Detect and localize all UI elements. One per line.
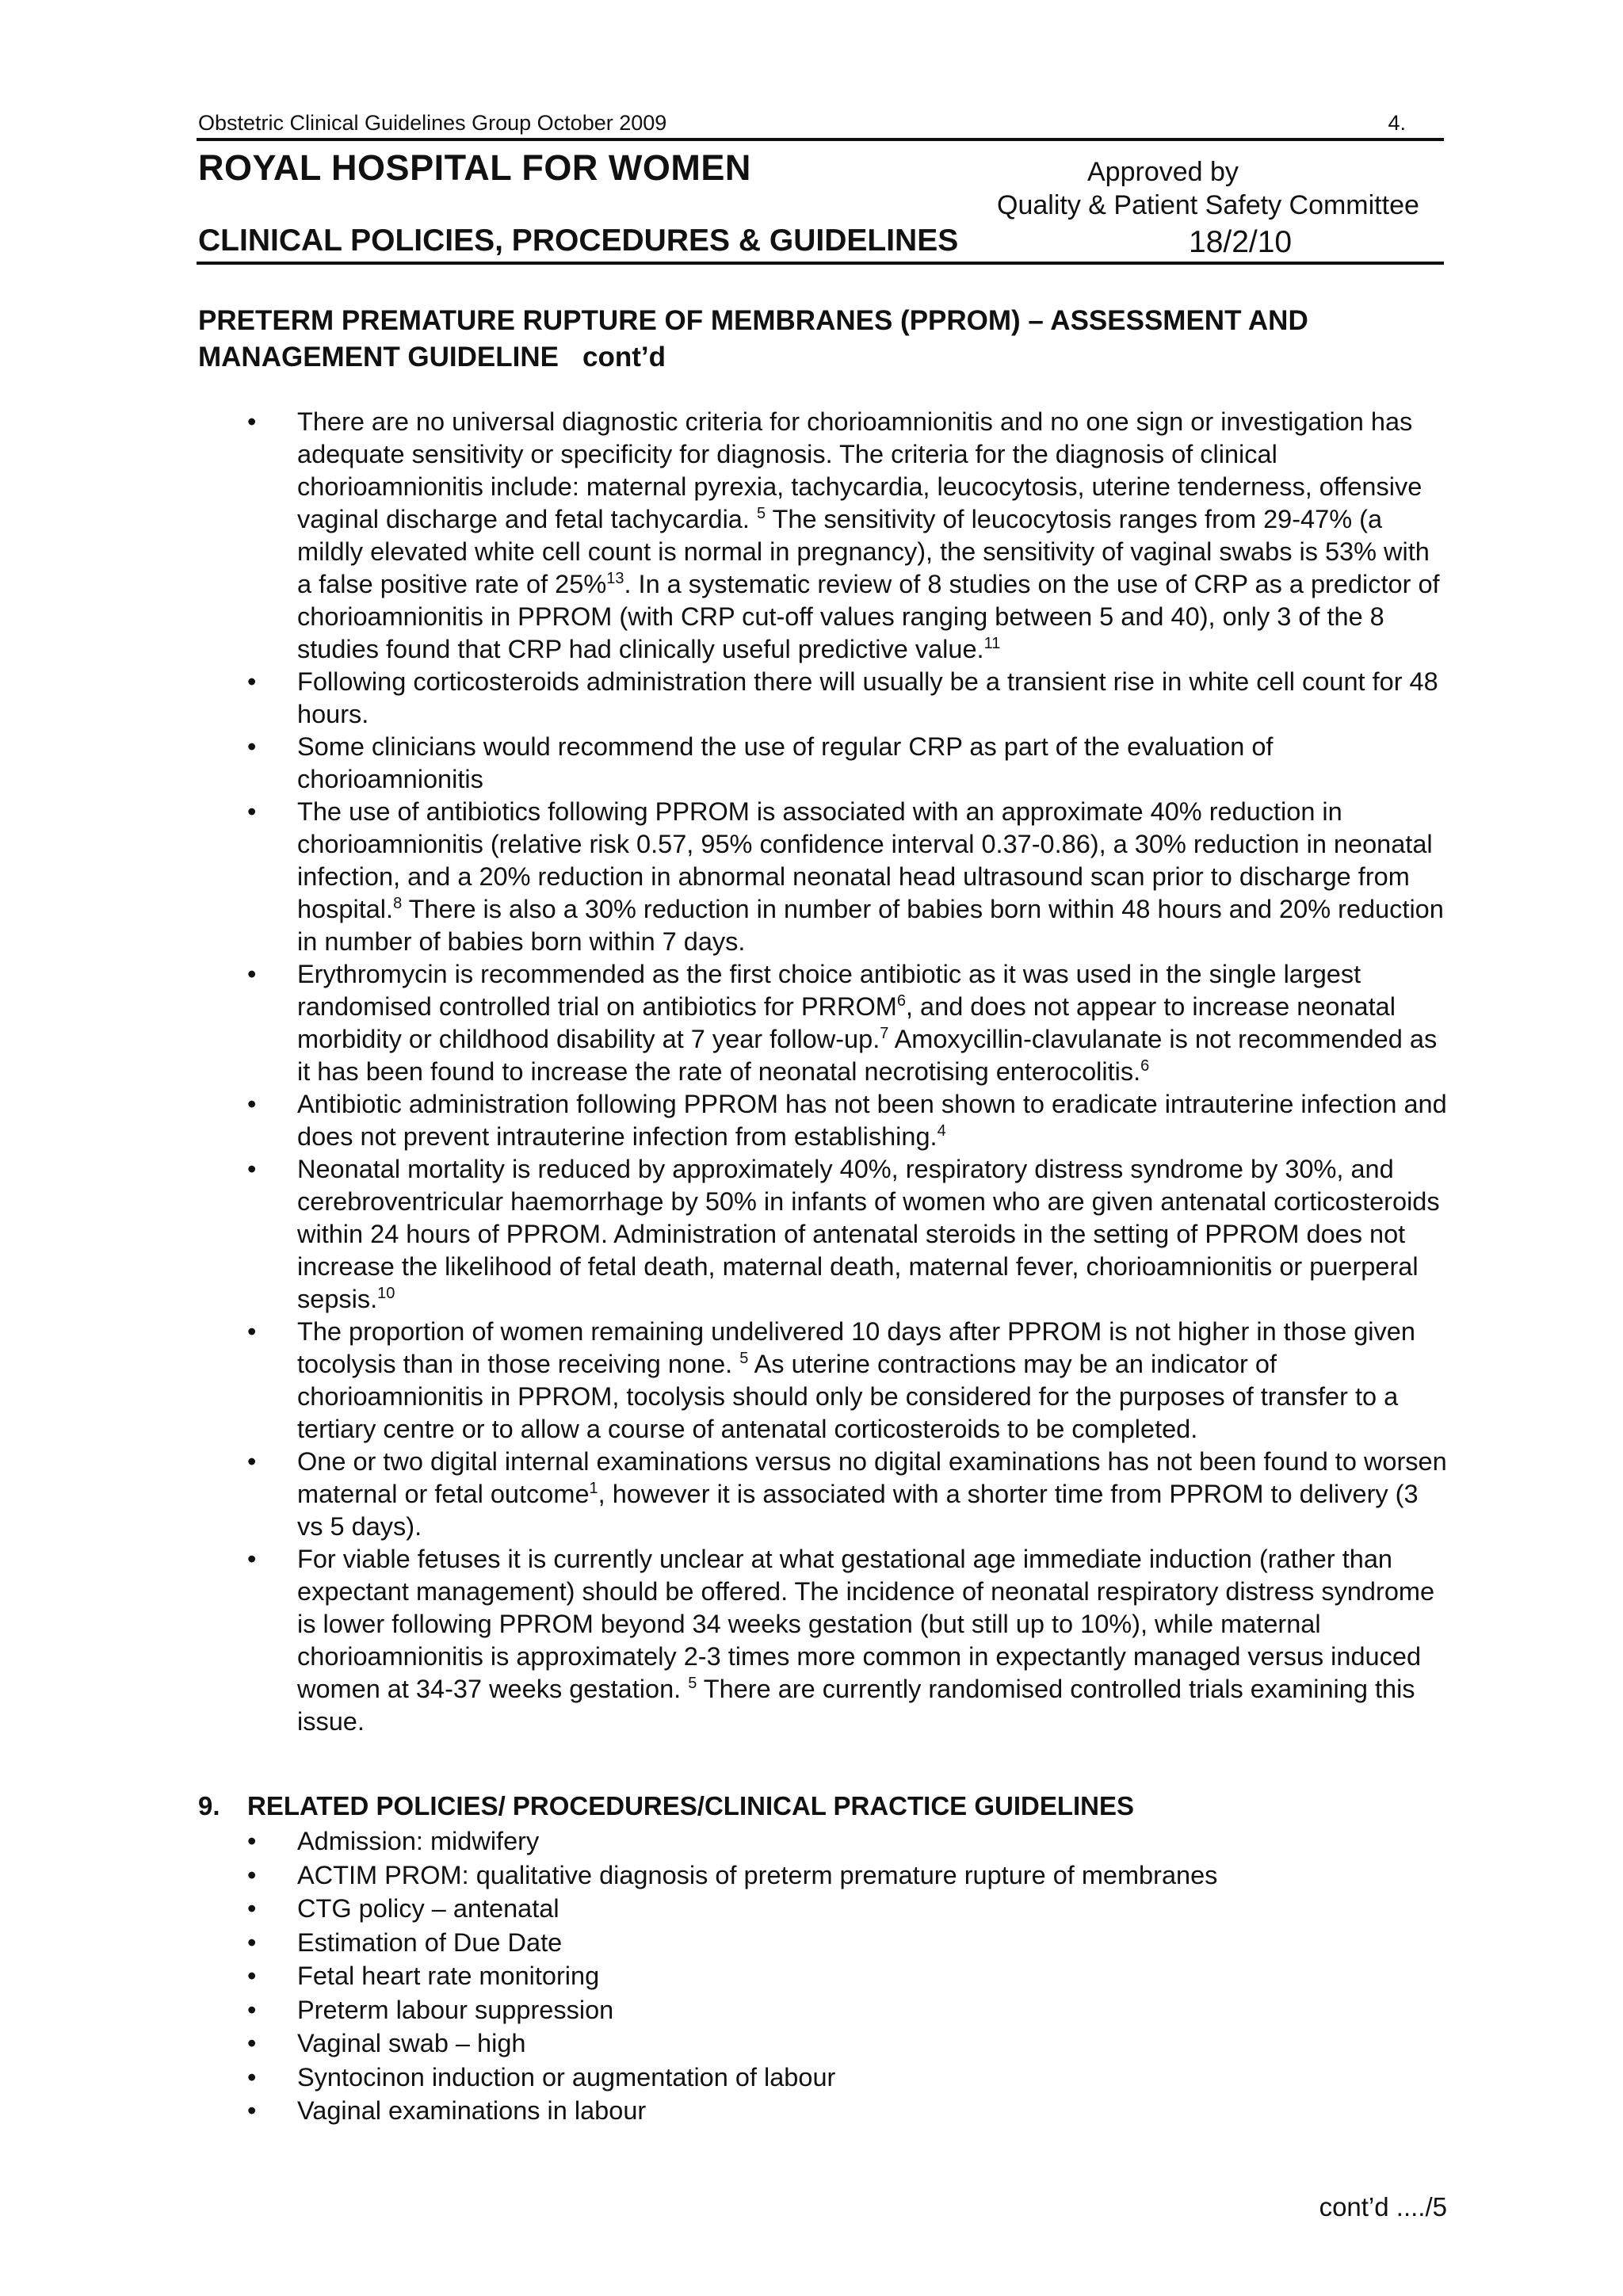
bullet-text: One or two digital internal examinations versus no digital examinations has not been found to worsen maternal or fetal outcome xyxy=(297,1447,1447,1508)
related-policy-item xyxy=(198,2094,1450,2128)
related-policies-section xyxy=(198,1790,1450,2128)
bullet-marker: • xyxy=(247,960,257,988)
approved-by-label: Approved by xyxy=(1087,157,1239,187)
reference-superscript: 5 xyxy=(756,505,766,523)
section-title: RELATED POLICIES/ PROCEDURES/CLINICAL PRACTICE GUIDELINES xyxy=(247,1791,1135,1820)
guideline-bullet-list xyxy=(198,406,1450,1738)
bullet-text: The proportion of women remaining undelivered 10 days after PPROM is not higher in those given tocolysis than in those receiving none. xyxy=(297,1317,1415,1378)
related-policy-item xyxy=(198,1959,1450,1993)
related-policy-item xyxy=(198,1892,1450,1926)
bullet-text: The use of antibiotics following PPROM is associated with an approximate 40% reduction in chorioamnionitis (relative risk 0.57, 95% confidence interval 0.37-0.86), a 30% reduction in neonatal infection, and a 20% reduction in abnormal neonatal head ultrasound scan prior to discharge from hospital. xyxy=(297,797,1433,923)
bullet-text: There is also a 30% reduction in number of babies born within 48 hours and 20% reduction in number of babies born within 7 days. xyxy=(297,895,1444,956)
bullet-text: The sensitivity of leucocytosis ranges from 29-47% (a mildly elevated white cell count is normal in pregnancy), the sensitivity of vaginal swabs is 53% with a false positive rate of 25% xyxy=(297,505,1430,598)
guideline-bullet xyxy=(198,796,1450,958)
related-policy-item xyxy=(198,2027,1450,2061)
guideline-bullet xyxy=(198,1153,1450,1316)
approving-committee: Quality & Patient Safety Committee xyxy=(997,190,1419,220)
policies-heading: CLINICAL POLICIES, PROCEDURES & GUIDELINES xyxy=(198,223,959,258)
bullet-marker: • xyxy=(247,1155,257,1183)
bullet-text: , and does not appear to increase neonatal morbidity or childhood disability at 7 year follow-up. xyxy=(297,992,1396,1053)
document-title xyxy=(198,303,1434,376)
bullet-marker: • xyxy=(247,1545,257,1573)
reference-superscript: 4 xyxy=(937,1122,946,1140)
reference-superscript: 8 xyxy=(393,895,403,913)
related-policy-item xyxy=(198,1824,1450,1859)
bullet-text: Neonatal mortality is reduced by approximately 40%, respiratory distress syndrome by 30%, and cerebroventricular haemorrhage by 50% in infants of women who are given antenatal corticosteroids within 24 hours of PPROM. Administration of antenatal steroids in the setting of PPROM does not increase the likelihood of fetal death, maternal death, maternal fever, chorioamnionitis or puerperal sepsis. xyxy=(297,1155,1440,1313)
guideline-bullet xyxy=(198,1316,1450,1446)
bullet-marker: • xyxy=(247,1860,257,1889)
bullet-text: . In a systematic review of 8 studies on the use of CRP as a predictor of chorioamnionitis in PPROM (with CRP cut-off values ranging between 5 and 40), only 3 of the 8 studies found that CRP had clinically useful predictive value. xyxy=(297,570,1440,663)
related-policy-text: Syntocinon induction or augmentation of labour xyxy=(297,2062,836,2092)
guideline-bullet xyxy=(198,406,1450,666)
bullet-text: Some clinicians would recommend the use of regular CRP as part of the evaluation of chorioamnionitis xyxy=(297,732,1274,793)
bullet-text: As uterine contractions may be an indicator of chorioamnionitis in PPROM, tocolysis should only be considered for the purposes of transfer to a tertiary centre or to allow a course of antenatal corticosteroids to be completed. xyxy=(297,1350,1399,1443)
related-policy-item xyxy=(198,1993,1450,2027)
continued-footer: cont’d ..../5 xyxy=(1319,2192,1447,2222)
document-title-text: PRETERM PREMATURE RUPTURE OF MEMBRANES (PPROM) – ASSESSMENT AND MANAGEMENT GUIDELINE xyxy=(198,305,1308,372)
bullet-text: For viable fetuses it is currently unclear at what gestational age immediate induction (rather than expectant management) should be offered. The incidence of neonatal respiratory distress syndrome is lower following PPROM beyond 34 weeks gestation (but still up to 10%), while maternal chorioamnionitis is approximately 2-3 times more common in expectantly managed versus induced women at 34-37 weeks gestation. xyxy=(297,1545,1435,1703)
header-bottom-rule xyxy=(197,262,1444,265)
bullet-marker: • xyxy=(247,797,257,826)
bullet-marker: • xyxy=(247,1995,257,2024)
related-policy-text: Preterm labour suppression xyxy=(297,1995,614,2024)
reference-superscript: 6 xyxy=(1140,1057,1150,1075)
guidelines-group-text: Obstetric Clinical Guidelines Group October 2009 xyxy=(198,111,667,135)
reference-superscript: 10 xyxy=(377,1285,395,1303)
bullet-marker: • xyxy=(247,732,257,761)
bullet-text: Antibiotic administration following PPROM has not been shown to eradicate intrauterine infection and does not prevent intrauterine infection from establishing. xyxy=(297,1090,1447,1151)
guideline-bullet xyxy=(198,1088,1450,1153)
header-top-rule xyxy=(197,138,1444,141)
bullet-marker: • xyxy=(247,407,257,436)
guideline-bullet xyxy=(198,666,1450,731)
reference-superscript: 13 xyxy=(606,570,624,588)
bullet-marker: • xyxy=(247,2096,257,2125)
reference-superscript: 1 xyxy=(589,1480,598,1498)
hospital-name: ROYAL HOSPITAL FOR WOMEN xyxy=(198,147,751,188)
section-heading xyxy=(198,1790,1450,1823)
related-policy-text: CTG policy – antenatal xyxy=(297,1894,559,1923)
bullet-text: There are currently randomised controlled trials examining this issue. xyxy=(297,1675,1415,1736)
bullet-text: , however it is associated with a shorter time from PPROM to delivery (3 vs 5 days). xyxy=(297,1480,1419,1541)
related-policy-text: Estimation of Due Date xyxy=(297,1927,563,1957)
reference-superscript: 6 xyxy=(896,992,906,1010)
related-policy-item xyxy=(198,1859,1450,1893)
bullet-marker: • xyxy=(247,2062,257,2092)
bullet-text: There are no universal diagnostic criteria for chorioamnionitis and no one sign or investigation has adequate sensitivity or specificity for diagnosis. The criteria for the diagnosis of clinical chorioamnionitis include: maternal pyrexia, tachycardia, leucocytosis, uterine tenderness, offensive vaginal discharge and fetal tachycardia. xyxy=(297,407,1423,533)
reference-superscript: 5 xyxy=(739,1350,749,1368)
bullet-marker: • xyxy=(247,1447,257,1476)
bullet-marker: • xyxy=(247,2029,257,2057)
guideline-bullet xyxy=(198,958,1450,1088)
bullet-text: Following corticosteroids administration there will usually be a transient rise in white cell count for 48 hours. xyxy=(297,667,1438,728)
guideline-bullet xyxy=(198,731,1450,796)
bullet-marker: • xyxy=(247,1927,257,1957)
bullet-text: Erythromycin is recommended as the first choice antibiotic as it was used in the single largest randomised controlled trial on antibiotics for PRROM xyxy=(297,960,1361,1021)
bullet-marker: • xyxy=(247,1827,257,1855)
header-group-line xyxy=(198,111,1442,136)
related-policy-text: ACTIM PROM: qualitative diagnosis of preterm premature rupture of membranes xyxy=(297,1860,1218,1889)
bullet-marker: • xyxy=(247,1090,257,1118)
page-number: 4. xyxy=(1388,111,1406,135)
related-policy-item xyxy=(198,2061,1450,2095)
approval-date: 18/2/10 xyxy=(1189,225,1293,259)
reference-superscript: 7 xyxy=(880,1025,889,1043)
guideline-bullet xyxy=(198,1446,1450,1543)
related-policy-text: Admission: midwifery xyxy=(297,1827,540,1855)
section-number: 9. xyxy=(198,1791,220,1820)
related-policy-text: Vaginal swab – high xyxy=(297,2029,526,2057)
bullet-marker: • xyxy=(247,1894,257,1923)
bullet-marker: • xyxy=(247,1962,257,1990)
related-policy-text: Fetal heart rate monitoring xyxy=(297,1962,600,1990)
related-policy-item xyxy=(198,1926,1450,1960)
guideline-bullet xyxy=(198,1543,1450,1738)
related-policies-list xyxy=(198,1824,1450,2128)
reference-superscript: 11 xyxy=(983,635,1001,653)
bullet-marker: • xyxy=(247,1317,257,1346)
related-policy-text: Vaginal examinations in labour xyxy=(297,2096,647,2125)
reference-superscript: 5 xyxy=(688,1675,697,1693)
bullet-marker: • xyxy=(247,667,257,696)
document-title-contd: cont’d xyxy=(582,342,666,372)
bullet-text: Amoxycillin-clavulanate is not recommended as it has been found to increase the rate of neonatal necrotising enterocolitis. xyxy=(297,1025,1438,1086)
